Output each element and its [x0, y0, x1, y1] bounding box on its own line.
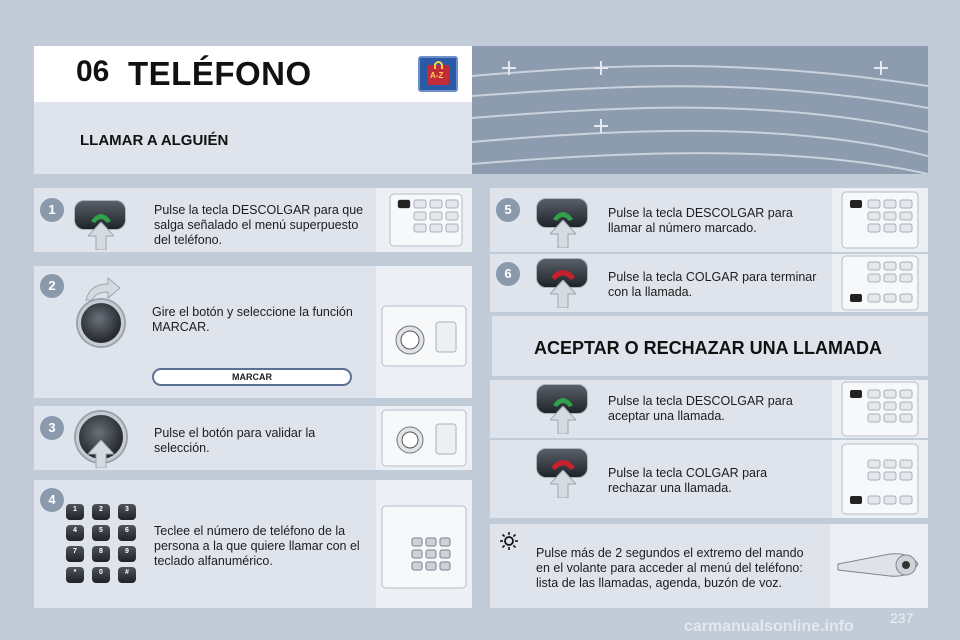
press-arrow-icon: [88, 222, 114, 250]
key-2: 2: [92, 504, 110, 520]
keypad-thumbnail-icon: [376, 188, 472, 252]
tip-sun-icon: [500, 532, 518, 550]
step-text-4: Teclee el número de teléfono de la persona a la que quiere llamar con el teclado alfanumérico.: [154, 524, 360, 568]
press-arrow-icon-accept: [550, 406, 576, 434]
rotary-knob-icon: [78, 300, 124, 346]
keypad-thumbnail-icon-6: [832, 254, 928, 312]
key-7: 7: [66, 546, 84, 562]
press-arrow-icon-reject: [550, 470, 576, 498]
page-title: TELÉFONO: [128, 55, 312, 92]
step-text-2: Gire el botón y seleccione la función MARCAR.: [152, 305, 353, 334]
radio-front-thumbnail-3: [376, 406, 472, 470]
press-arrow-icon-6: [550, 280, 576, 308]
step-text-6: Pulse la tecla COLGAR para terminar con la llamada.: [608, 270, 817, 299]
key-hash: #: [118, 567, 136, 583]
header-decorative-panel: [472, 46, 928, 174]
keypad-thumbnail-icon-5: [832, 188, 928, 252]
key-8: 8: [92, 546, 110, 562]
phonebook-logo-icon: [418, 56, 458, 92]
page-number: 237: [890, 610, 914, 626]
lock-icon: [434, 61, 443, 69]
radio-thumbnail-icon: [376, 266, 472, 398]
screen-menu-label: MARCAR: [152, 368, 352, 386]
watermark: carmanualsonline.info: [684, 618, 854, 635]
alphanumeric-keypad-icon: [66, 504, 142, 584]
rotate-arrow-icon: [82, 276, 122, 302]
step-badge-3: 3: [40, 416, 64, 440]
phone-keypad-thumbnail-4: [376, 480, 472, 608]
step-badge-5: 5: [496, 198, 520, 222]
key-0: 0: [92, 567, 110, 583]
step-badge-4: 4: [40, 488, 64, 512]
phone-keypad-thumbnail: [376, 188, 472, 252]
accept-text: Pulse la tecla DESCOLGAR para aceptar una llamada.: [608, 394, 793, 423]
keypad-thumbnail-icon-accept: [832, 380, 928, 438]
keypad-thumbnail-5: [832, 188, 928, 252]
tip-text: Pulse más de 2 segundos el extremo del mando en el volante para acceder al menú del teléfono: lista de las llamadas, agenda, buzón de voz.: [536, 546, 804, 590]
chapter-number: 06: [76, 55, 110, 88]
decorative-curves: [472, 46, 928, 174]
key-6: 6: [118, 525, 136, 541]
step-text-3: Pulse el botón para validar la selección.: [154, 426, 316, 455]
steering-stalk-thumbnail: [830, 524, 928, 608]
radio-thumbnail-icon-3: [376, 406, 472, 470]
radio-front-thumbnail: [376, 266, 472, 398]
key-1: 1: [66, 504, 84, 520]
key-star: *: [66, 567, 84, 583]
key-9: 9: [118, 546, 136, 562]
key-4: 4: [66, 525, 84, 541]
logo-text: A-Z: [430, 71, 444, 80]
section-subtitle: LLAMAR A ALGUIÉN: [80, 132, 229, 149]
key-3: 3: [118, 504, 136, 520]
step-badge-6: 6: [496, 262, 520, 286]
keypad-thumbnail-accept: [832, 380, 928, 438]
keypad-thumbnail-reject: [832, 440, 928, 518]
keypad-thumbnail-icon-4: [376, 480, 472, 608]
press-arrow-icon-3: [88, 440, 114, 468]
step-badge-2: 2: [40, 274, 64, 298]
accept-section-title: ACEPTAR O RECHAZAR UNA LLAMADA: [534, 338, 882, 358]
step-text-5: Pulse la tecla DESCOLGAR para llamar al número marcado.: [608, 206, 793, 235]
steering-stalk-icon: [830, 524, 928, 608]
reject-text: Pulse la tecla COLGAR para rechazar una llamada.: [608, 466, 768, 495]
key-5: 5: [92, 525, 110, 541]
press-arrow-icon-5: [550, 220, 576, 248]
keypad-thumbnail-6: [832, 254, 928, 312]
keypad-thumbnail-icon-reject: [832, 440, 928, 518]
step-text-1: Pulse la tecla DESCOLGAR para que salga señalado el menú superpuesto del teléfono.: [154, 203, 364, 247]
step-badge-1: 1: [40, 198, 64, 222]
